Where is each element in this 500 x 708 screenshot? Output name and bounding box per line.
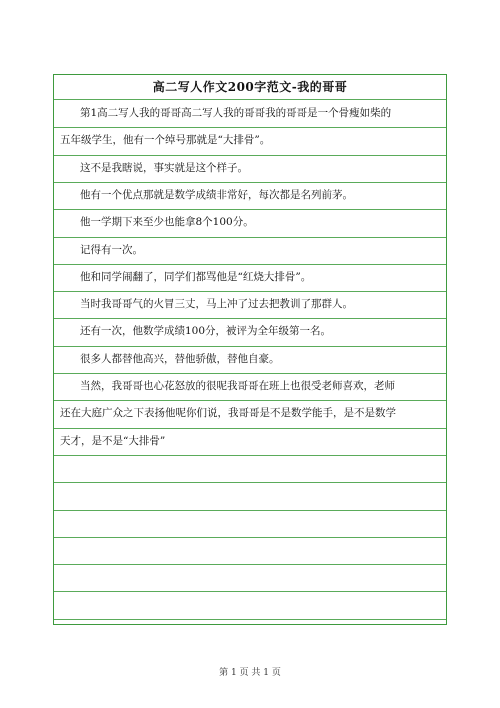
- text-line: 还有一次，他数学成绩100分，被评为全年级第一名。: [80, 325, 332, 338]
- text-line: 这不是我瞎说，事实就是这个样子。: [80, 161, 248, 174]
- text-line: [54, 510, 446, 537]
- text-line: [54, 482, 446, 509]
- text-line: 当然，我哥哥也心花怒放的很呢我哥哥在班上也很受老师喜欢，老师: [80, 380, 395, 392]
- text-line: 记得有一次。: [80, 243, 143, 256]
- text-line: [54, 537, 446, 564]
- text-line: 当时我哥哥气的火冒三丈，马上冲了过去把教训了那群人。: [80, 298, 353, 311]
- text-line: 他一学期下来至少也能拿8个100分。: [80, 216, 254, 229]
- text-line: [54, 455, 446, 482]
- rule-line: [54, 619, 446, 620]
- text-line: 还在大庭广众之下表扬他呢你们说，我哥哥是不是数学能手，是不是数学: [60, 407, 396, 420]
- text-line: 他有一个优点那就是数学成绩非常好，每次都是名列前茅。: [80, 188, 353, 201]
- text-line: 很多人都替他高兴，替他骄傲，替他自豪。: [80, 352, 280, 365]
- text-line: 第1高二写人我的哥哥高二写人我的哥哥我的哥哥是一个骨瘦如柴的: [80, 107, 392, 119]
- document-title: 高二写人作文200字范文-我的哥哥: [152, 80, 348, 94]
- composition-sheet: [53, 74, 447, 625]
- page-footer: 第 1 页 共 1 页: [219, 668, 281, 678]
- text-line: 他和同学闹翻了，同学们都骂他是“红烧大排骨”。: [80, 270, 312, 283]
- text-line: [54, 564, 446, 591]
- text-line: [54, 591, 446, 618]
- text-line: 五年级学生，他有一个绰号那就是“大排骨”。: [60, 134, 271, 147]
- text-line: 天才，是不是“大排骨”: [60, 434, 166, 447]
